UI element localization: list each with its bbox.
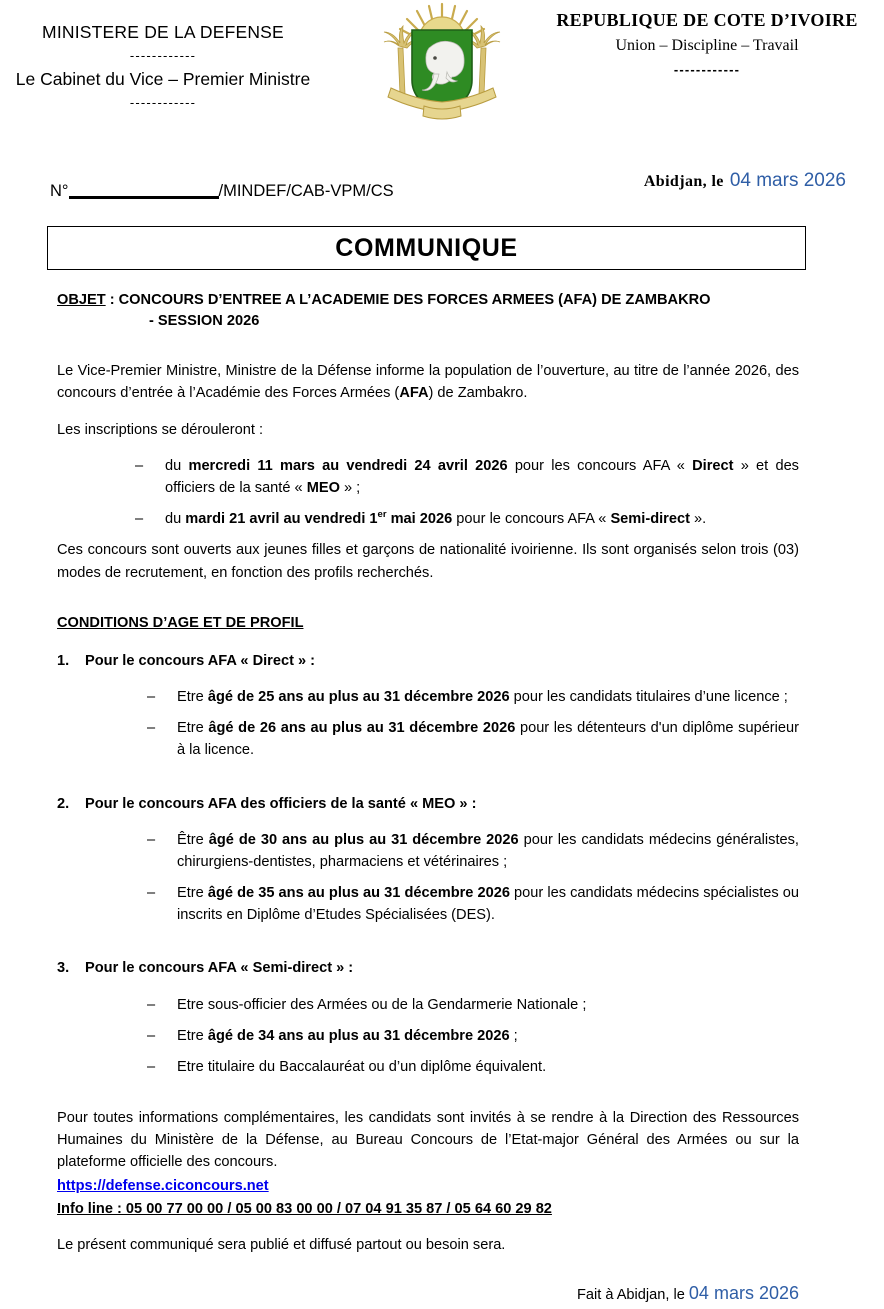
list-item — [147, 717, 799, 761]
insc0-meo: MEO — [306, 480, 340, 496]
list-item — [135, 508, 799, 530]
title-box — [47, 226, 806, 270]
insc0-direct: Direct — [692, 457, 734, 474]
document-header — [0, 0, 884, 140]
c3b2-pre: Etre titulaire du Baccalauréat ou d’un diplôme équivalent. — [177, 1058, 547, 1075]
c2b1-pre: Etre — [177, 885, 208, 902]
insc1-pre: du — [165, 511, 186, 528]
section-title: Pour le concours AFA « Semi-direct » : — [85, 960, 354, 977]
insc1-semidirect: Semi-direct — [610, 511, 690, 528]
bullet-text — [177, 686, 799, 708]
signature-line — [57, 1280, 799, 1307]
dash-bullet-icon: – — [147, 831, 156, 848]
condition-section-3 — [57, 957, 799, 979]
c2b0-bold: âgé de 30 ans au plus au 31 décembre 2026 — [208, 831, 519, 848]
c3b1-tail: ; — [509, 1027, 518, 1044]
header-divider-1: ------------ — [129, 48, 197, 63]
insc1-dates-b: mai 2026 — [386, 511, 453, 528]
condition-2-bullets — [147, 829, 799, 927]
ministry-name: MINISTERE DE LA DEFENSE — [42, 22, 284, 42]
dash-bullet-icon: – — [147, 1027, 156, 1044]
insc0-mid: pour les concours AFA « — [507, 457, 693, 474]
reference-line — [50, 182, 394, 201]
insc1-mid: pour le concours AFA « — [452, 511, 611, 528]
bullet-text — [177, 717, 799, 761]
bullet-text — [177, 994, 799, 1016]
signature-place-label: Fait à Abidjan, le — [576, 1287, 685, 1304]
bullet-text — [177, 1025, 799, 1047]
openness-paragraph: Ces concours sont ouverts aux jeunes filles et garçons de nationalité ivoirienne. Ils sont organisés selon trois (03) modes de recrutement, en fonction des profils recherchés. — [57, 542, 799, 581]
coat-of-arms-icon — [367, 2, 517, 126]
list-item — [147, 686, 799, 708]
dash-bullet-icon: – — [135, 511, 144, 528]
website-link[interactable]: https://defense.ciconcours.net — [57, 1177, 269, 1194]
header-divider-2: ------------ — [129, 95, 197, 110]
republic-header-right — [542, 10, 872, 83]
dash-bullet-icon: – — [147, 720, 156, 737]
section-title: Pour le concours AFA « Direct » : — [85, 652, 316, 669]
inscriptions-list — [135, 455, 799, 531]
c1b0-tail: pour les candidats titulaires d’une licence ; — [509, 689, 788, 706]
section-number: 3. — [57, 960, 70, 977]
list-item — [135, 455, 799, 499]
reference-suffix: /MINDEF/CAB-VPM/CS — [218, 182, 394, 200]
list-item — [147, 994, 799, 1016]
dash-bullet-icon: – — [147, 996, 156, 1013]
info-line: Info line : 05 00 77 00 00 / 05 00 83 00 00 / 07 04 91 35 87 / 05 64 60 29 82 — [57, 1200, 552, 1217]
c1b1-tail: pour les détenteurs d'un diplôme supérieur à la licence. — [177, 720, 800, 759]
ministry-header-left — [8, 22, 318, 116]
c1b0-bold: âgé de 25 ans au plus au 31 décembre 2026 — [207, 689, 510, 706]
conditions-heading: CONDITIONS D’AGE ET DE PROFIL — [57, 614, 304, 631]
insc0-pre: du — [165, 457, 189, 474]
subject-separator: : — [105, 292, 119, 308]
c1b0-pre: Etre — [177, 689, 208, 706]
section-number: 1. — [57, 652, 70, 669]
page-title: COMMUNIQUE — [335, 233, 518, 262]
cabinet-name: Le Cabinet du Vice – Premier Ministre — [15, 69, 311, 89]
intro-part2: ) de Zambakro. — [428, 385, 528, 402]
section-title: Pour le concours AFA des officiers de la santé « MEO » : — [85, 795, 477, 812]
dash-bullet-icon: – — [147, 1058, 156, 1075]
insc0-mid2: » et des officiers de la santé « — [165, 457, 799, 496]
condition-3-bullets — [147, 994, 799, 1079]
insc1-tail: ». — [689, 511, 707, 528]
intro-afa-abbrev: AFA — [399, 385, 429, 402]
closing-statement: Le présent communiqué sera publié et diffusé partout ou besoin sera. — [57, 1236, 506, 1253]
section-number: 2. — [57, 795, 70, 812]
signature-date: 04 mars 2026 — [688, 1283, 799, 1304]
list-item — [147, 882, 799, 926]
republic-name: REPUBLIQUE DE COTE D’IVOIRE — [556, 10, 858, 30]
header-divider-3: ------------ — [673, 62, 741, 77]
insc1-ordinal-sup: er — [377, 509, 387, 521]
c1b1-bold: âgé de 26 ans au plus au 31 décembre 2026 — [208, 720, 516, 737]
dash-bullet-icon: – — [147, 689, 156, 706]
list-item — [147, 1025, 799, 1047]
place-label: Abidjan, le — [643, 173, 724, 190]
place-date-line — [644, 170, 846, 192]
inscription-item-text — [165, 455, 799, 499]
bullet-text — [177, 1056, 799, 1078]
list-item — [147, 1056, 799, 1078]
intro-paragraph — [57, 360, 799, 404]
condition-1-bullets — [147, 686, 799, 762]
bullet-text — [177, 829, 799, 873]
subject-label: OBJET — [57, 292, 106, 308]
insc1-dates: mardi 21 avril au vendredi 1 — [185, 511, 378, 528]
dash-bullet-icon: – — [135, 457, 144, 474]
inscription-item-text — [165, 508, 799, 530]
subject-text: CONCOURS D’ENTREE A L’ACADEMIE DES FORCES ARMEES (AFA) DE ZAMBAKRO — [118, 292, 711, 308]
c3b0-pre: Etre sous-officier des Armées ou de la Gendarmerie Nationale ; — [177, 996, 587, 1013]
condition-section-2 — [57, 793, 799, 815]
c2b1-bold: âgé de 35 ans au plus au 31 décembre 2026 — [207, 885, 510, 902]
intro-part1: Le Vice-Premier Ministre, Ministre de la Défense informe la population de l’ouverture, au titre de l’année 2026, des concours d’entrée à l’Académie des Forces Armées ( — [57, 363, 799, 402]
reference-number-blank[interactable] — [69, 196, 219, 199]
c2b1-tail: pour les candidats médecins spécialistes ou inscrits en Diplôme d’Etudes Spécialisées (DES). — [177, 885, 799, 924]
subject-session: - SESSION 2026 — [149, 313, 260, 330]
c1b1-pre: Etre — [177, 720, 209, 737]
condition-section-1 — [57, 650, 799, 672]
inscriptions-lead: Les inscriptions se dérouleront : — [57, 421, 264, 438]
insc0-tail: » ; — [339, 480, 361, 496]
c2b0-tail: pour les candidats médecins généralistes, chirurgiens-dentistes, pharmaciens et vétérinaires ; — [177, 831, 799, 870]
dash-bullet-icon: – — [147, 885, 156, 902]
list-item — [147, 829, 799, 873]
document-body — [57, 290, 799, 1307]
subject-block — [57, 290, 799, 332]
contact-paragraph: Pour toutes informations complémentaires, les candidats sont invités à se rendre à la Direction des Ressources Humaines du Ministère de la Défense, au Bureau Concours de l’Etat-major Général des Armées ou sur la plateforme officielle des concours. — [57, 1110, 799, 1171]
national-motto: Union – Discipline – Travail — [615, 37, 799, 54]
reference-prefix: N° — [50, 182, 69, 200]
document-date: 04 mars 2026 — [729, 170, 846, 191]
c3b1-bold: âgé de 34 ans au plus au 31 décembre 2026 — [207, 1027, 510, 1044]
insc0-dates: mercredi 11 mars au vendredi 24 avril 2026 — [188, 457, 508, 474]
c2b0-pre: Être — [177, 831, 209, 848]
bullet-text — [177, 882, 799, 926]
c3b1-pre: Etre — [177, 1027, 208, 1044]
